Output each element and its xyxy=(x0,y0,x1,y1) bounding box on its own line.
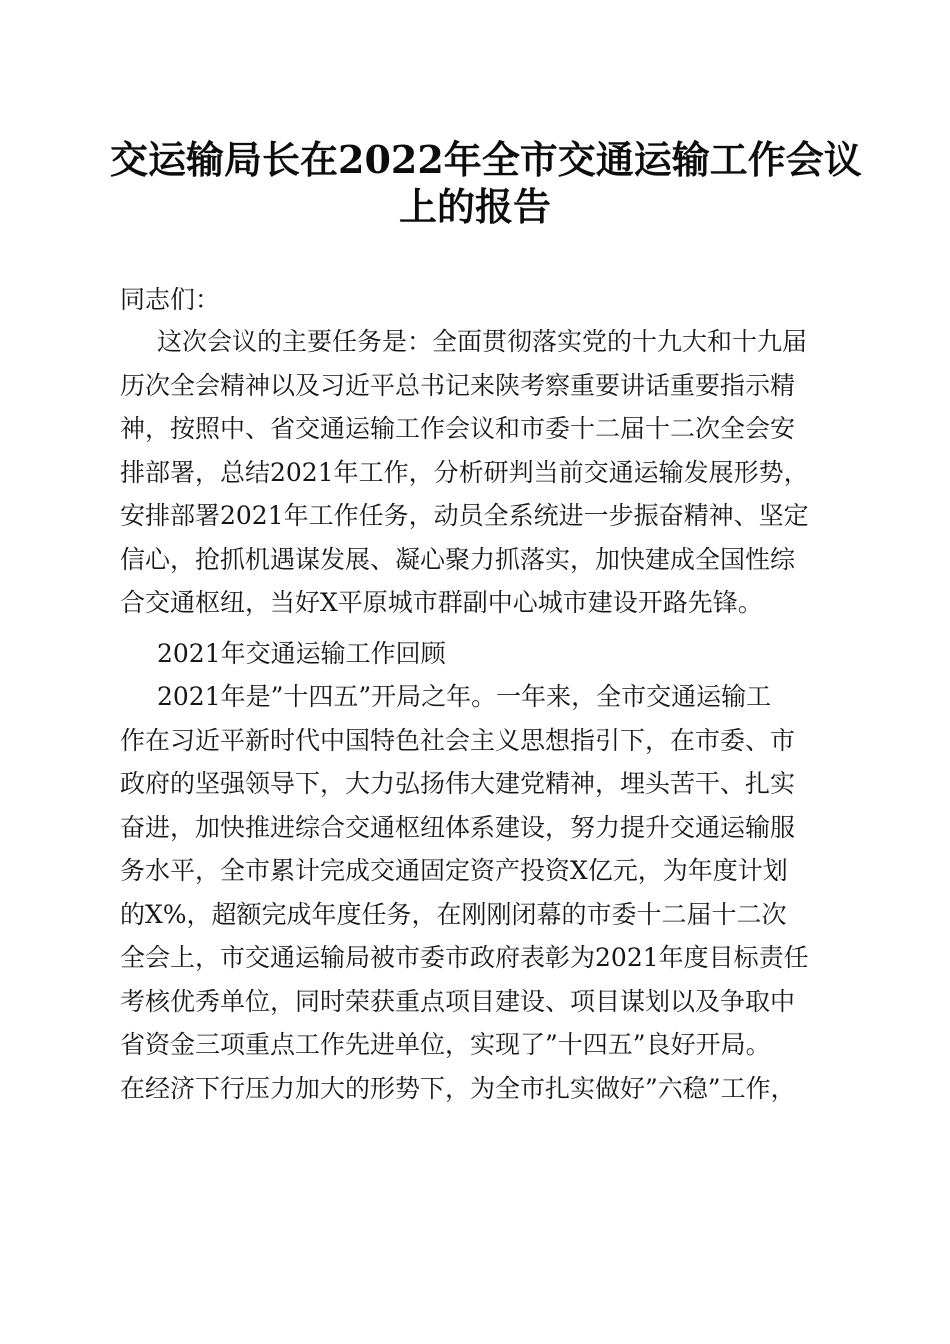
paragraph-1 xyxy=(120,320,830,625)
document-title-line-1: 交运输局长在2022年全市交通运输工作会议 xyxy=(110,137,862,182)
paragraph-line: 合交通枢纽，当好X平原城市群副中心城市建设开路先锋。 xyxy=(120,588,763,617)
paragraph-line: 历次全会精神以及习近平总书记来陕考察重要讲话重要指示精 xyxy=(120,370,796,400)
paragraph-2 xyxy=(120,675,830,1110)
paragraph-line: 这次会议的主要任务是：全面贯彻落实党的十九大和十九届 xyxy=(157,327,808,356)
paragraph-line: 神，按照中、省交通运输工作会议和市委十二届十二次全会安 xyxy=(120,414,796,443)
paragraph-line: 务水平，全市累计完成交通固定资产投资X亿元，为年度计划 xyxy=(120,856,788,885)
section-heading-text: 2021年交通运输工作回顾 xyxy=(157,639,446,668)
paragraph-line: 作在习近平新时代中国特色社会主义思想指引下，在市委、市 xyxy=(120,725,796,755)
paragraph-line: 省资金三项重点工作先进单位，实现了”十四五”良好开局。 xyxy=(120,1030,771,1059)
paragraph-line: 2021年是”十四五”开局之年。一年来，全市交通运输工 xyxy=(157,682,772,711)
section-heading xyxy=(120,632,830,676)
paragraph-line: 全会上，市交通运输局被市委市政府表彰为2021年度目标责任 xyxy=(120,943,809,972)
paragraph-line: 安排部署2021年工作任务，动员全系统进一步振奋精神、坚定 xyxy=(120,501,809,530)
paragraph-line: 奋进，加快推进综合交通枢纽体系建设，努力提升交通运输服 xyxy=(120,812,796,842)
paragraph-line: 政府的坚强领导下，大力弘扬伟大建党精神，埋头苦干、扎实 xyxy=(120,769,796,798)
paragraph-line: 信心，抢抓机遇谋发展、凝心聚力抓落实，加快建成全国性综 xyxy=(120,544,796,574)
document-title-line-2: 上的报告 xyxy=(398,184,551,229)
salutation-text: 同志们： xyxy=(120,285,221,314)
paragraph-line: 排部署，总结2021年工作，分析研判当前交通运输发展形势， xyxy=(120,457,809,487)
salutation xyxy=(120,278,830,322)
paragraph-line: 在经济下行压力加大的形势下，为全市扎实做好”六稳”工作， xyxy=(120,1073,796,1103)
paragraph-line: 考核优秀单位，同时荣获重点项目建设、项目谋划以及争取中 xyxy=(120,986,796,1016)
paragraph-line: 的X%，超额完成年度任务，在刚刚闭幕的市委十二届十二次 xyxy=(120,899,787,929)
